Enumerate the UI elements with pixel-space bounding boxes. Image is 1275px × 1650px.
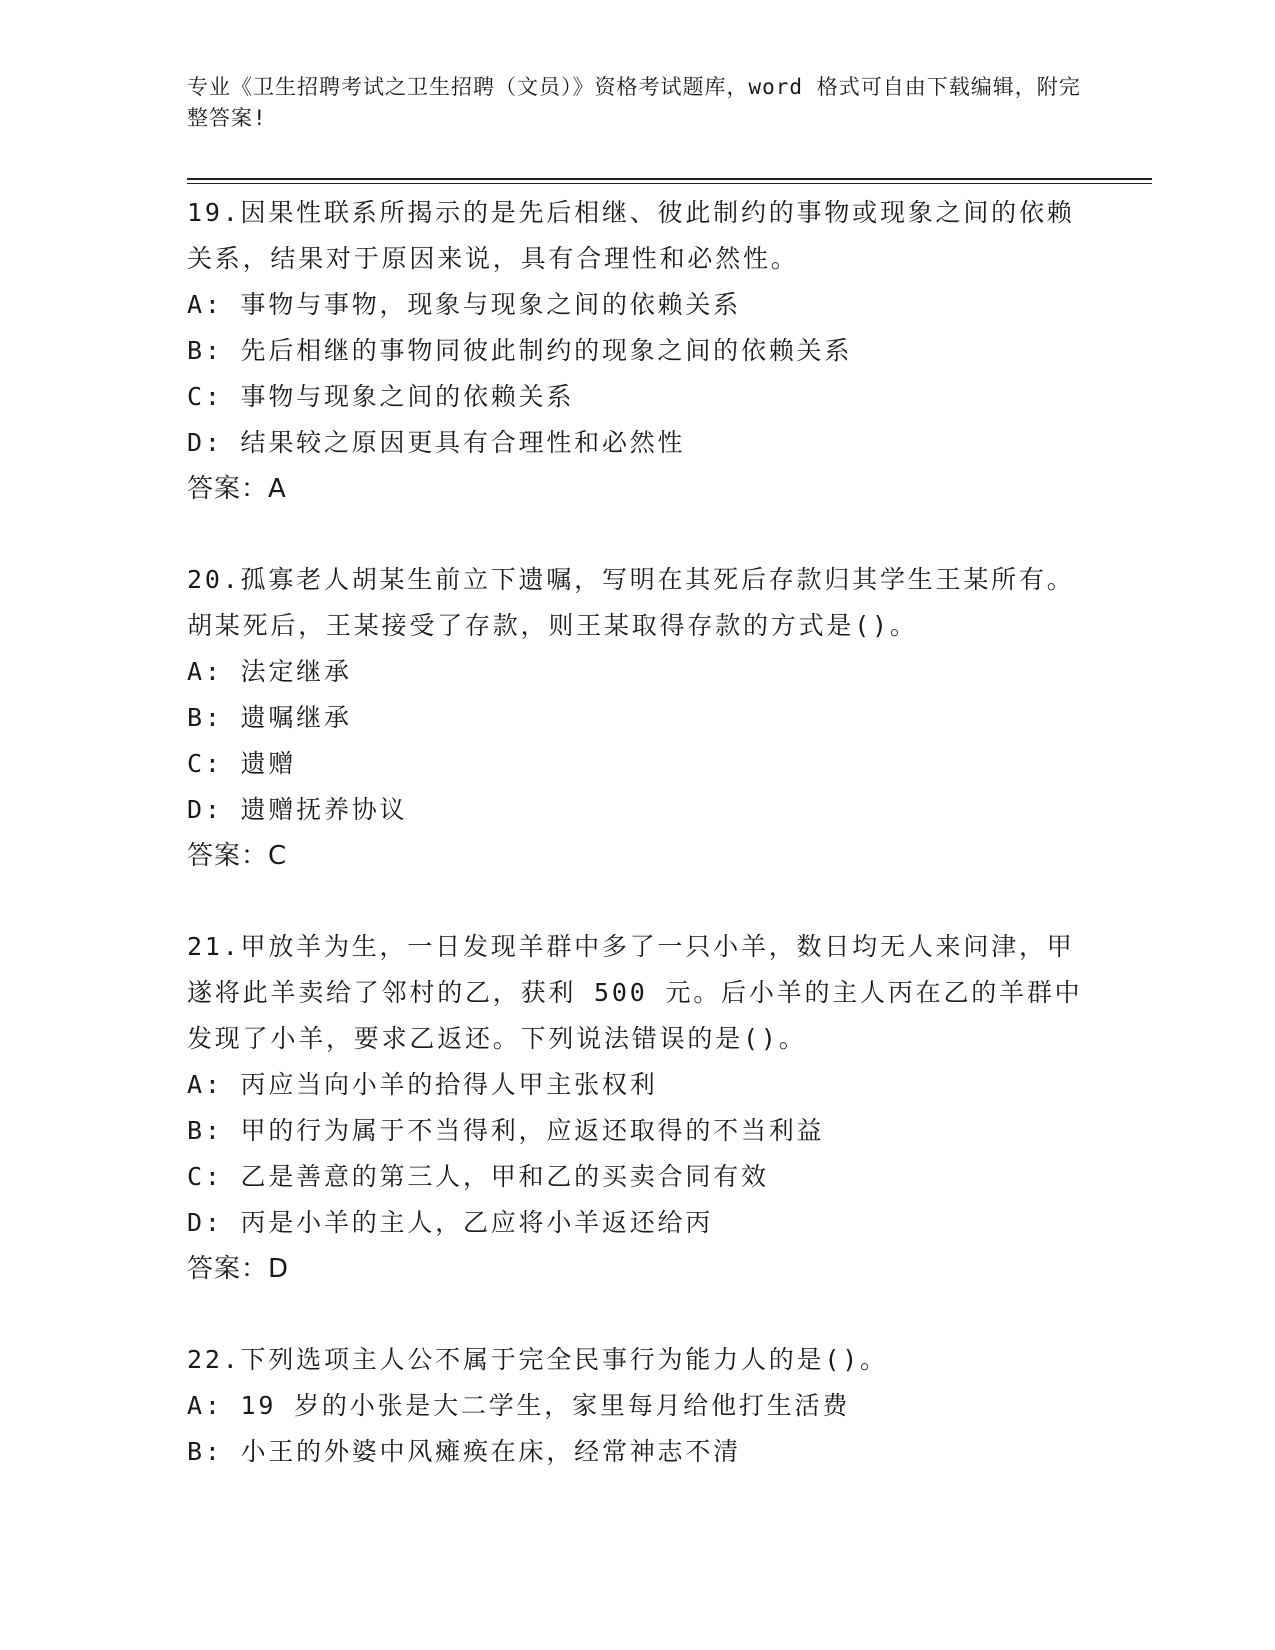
question-stem: 21.甲放羊为生，一日发现羊群中多了一只小羊，数日均无人来问津，甲遂将此羊卖给了邻村的乙，获利 500 元。后小羊的主人丙在乙的羊群中发现了小羊，要求乙返还。下列说法错误的是()。 (187, 932, 1083, 1053)
answer-line: 答案：A (187, 474, 287, 504)
option-d: D: 遗赠抚养协议 (187, 795, 408, 824)
question-stem: 19.因果性联系所揭示的是先后相继、彼此制约的事物或现象之间的依赖关系，结果对于原因来说，具有合理性和必然性。 (187, 198, 1075, 273)
answer-line: 答案：D (187, 1254, 290, 1284)
question-stem: 22.下列选项主人公不属于完全民事行为能力人的是()。 (187, 1345, 888, 1374)
option-d: D: 丙是小羊的主人，乙应将小羊返还给丙 (187, 1208, 714, 1237)
option-c: C: 事物与现象之间的依赖关系 (187, 382, 575, 411)
option-a: A: 事物与事物，现象与现象之间的依赖关系 (187, 290, 741, 319)
option-b: B: 小王的外婆中风瘫痪在床，经常神志不清 (187, 1437, 741, 1466)
option-b: B: 甲的行为属于不当得利，应返还取得的不当利益 (187, 1116, 825, 1145)
document-header: 专业《卫生招聘考试之卫生招聘（文员）》资格考试题库，word 格式可自由下载编辑，附完整答案! (187, 75, 1081, 130)
header-divider-thin (187, 183, 1152, 184)
option-c: C: 乙是善意的第三人，甲和乙的买卖合同有效 (187, 1162, 769, 1191)
question-19 (187, 190, 1087, 512)
option-c: C: 遗赠 (187, 749, 297, 778)
question-stem: 20.孤寡老人胡某生前立下遗嘱，写明在其死后存款归其学生王某所有。胡某死后，王某接受了存款，则王某取得存款的方式是()。 (187, 565, 1075, 640)
question-20 (187, 557, 1087, 879)
question-22 (187, 1337, 1087, 1475)
question-list (187, 190, 1087, 1520)
option-b: B: 先后相继的事物同彼此制约的现象之间的依赖关系 (187, 336, 853, 365)
option-a: A: 丙应当向小羊的拾得人甲主张权利 (187, 1070, 658, 1099)
question-21 (187, 924, 1087, 1292)
option-a: A: 19 岁的小张是大二学生，家里每月给他打生活费 (187, 1391, 851, 1420)
header-divider-thick (187, 178, 1152, 180)
option-d: D: 结果较之原因更具有合理性和必然性 (187, 428, 686, 457)
option-b: B: 遗嘱继承 (187, 703, 352, 732)
option-a: A: 法定继承 (187, 657, 352, 686)
answer-line: 答案：C (187, 841, 288, 871)
